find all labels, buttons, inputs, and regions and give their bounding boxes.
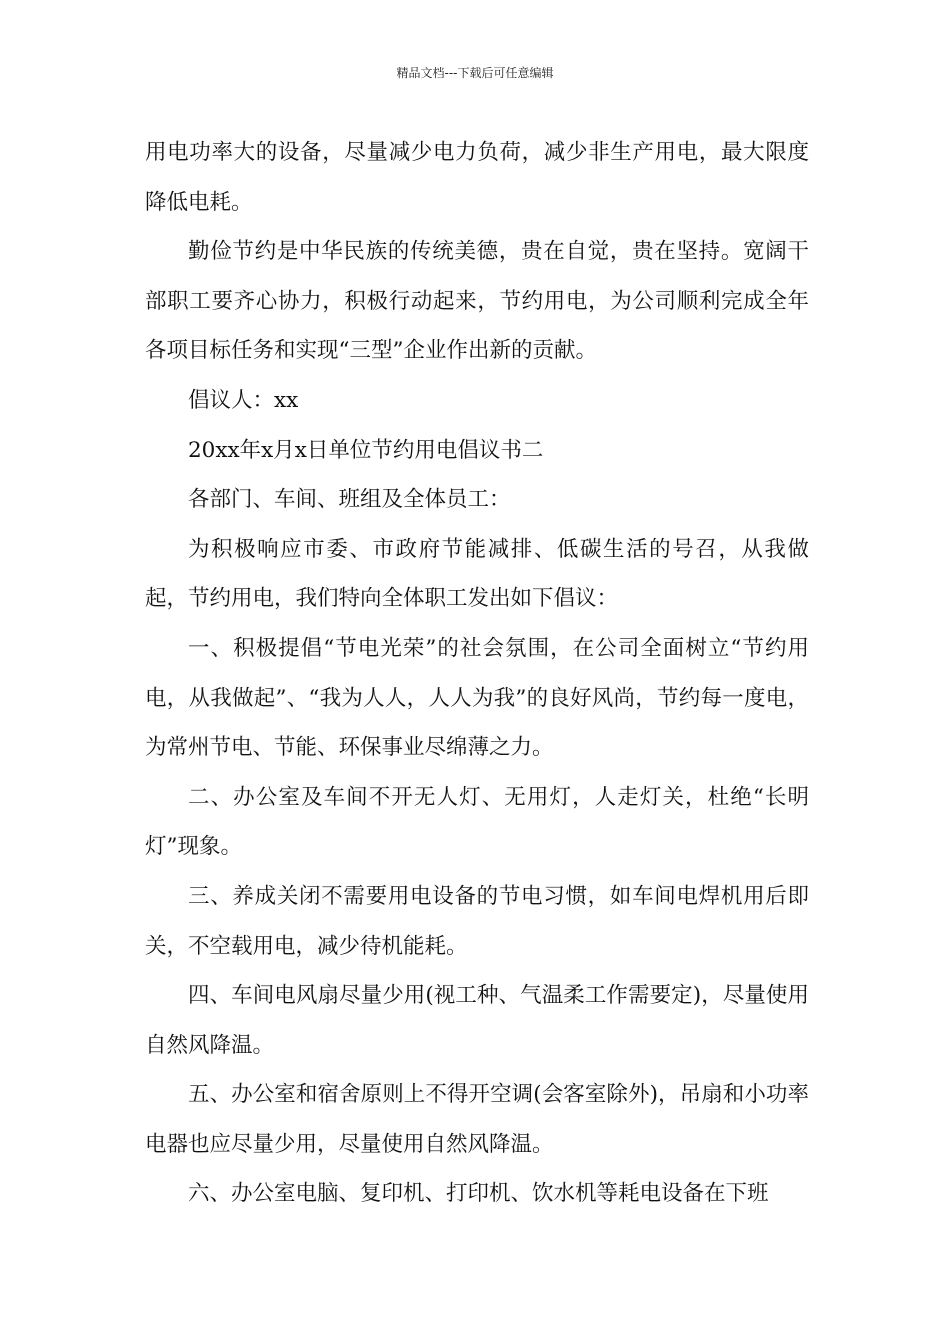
paragraph-item-1: 一、积极提倡“节电光荣”的社会氛围，在公司全面树立“节约用电，从我做起”、“我为人人，人人为我”的良好风尚，节约每一度电，为常州节电、节能、环保事业尽绵薄之力。 [145,635,809,761]
paragraph-salutation: 各部门、车间、班组及全体员工： [188,487,511,513]
paragraph-proposer: 倡议人：xx [188,387,299,413]
paragraph-2: 勤俭节约是中华民族的传统美德，贵在自觉，贵在坚持。宽阔干部职工要齐心协力，积极行动起来，节约用电，为公司顺利完成全年各项目标任务和实现“三型”企业作出新的贡献。 [145,239,809,364]
paragraph-1: 用电功率大的设备，尽量减少电力负荷，减少非生产用电，最大限度降低电耗。 [145,140,809,215]
document-body [145,128,809,1219]
paragraph-item-2: 二、办公室及车间不开无人灯、无用灯，人走灯关，杜绝“长明灯”现象。 [145,784,809,860]
paragraph-date-title: 20xx年x月x日单位节约用电倡议书二 [188,437,544,463]
page-header: 精品文档---下载后可任意编辑 [396,66,554,80]
paragraph-item-5: 五、办公室和宿舍原则上不得开空调(会客室除外)，吊扇和小功率电器也应尽量少用，尽量使用自然风降温。 [145,1082,809,1157]
paragraph-item-6: 六、办公室电脑、复印机、打印机、饮水机等耗电设备在下班 [188,1181,769,1207]
paragraph-item-4: 四、车间电风扇尽量少用(视工种、气温柔工作需要定)，尽量使用自然风降温。 [145,983,809,1058]
paragraph-intro: 为积极响应市委、市政府节能减排、低碳生活的号召，从我做起，节约用电，我们特向全体职工发出如下倡议： [145,536,809,612]
paragraph-item-3: 三、养成关闭不需要用电设备的节电习惯，如车间电焊机用后即关，不空载用电，减少待机能耗。 [145,883,809,959]
